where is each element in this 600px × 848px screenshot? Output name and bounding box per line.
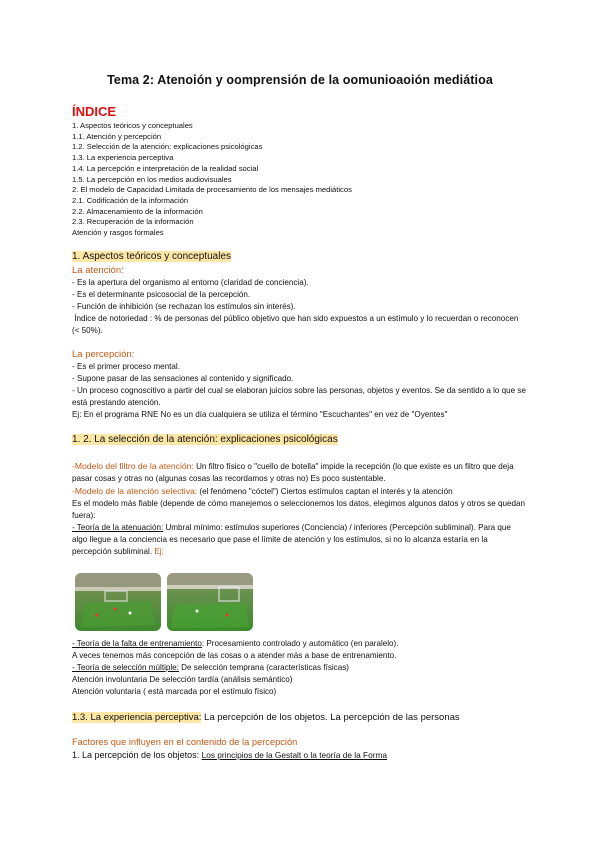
toc-item: 1.1. Atención y percepción [72, 131, 162, 141]
voluntaria-paragraph: Atención voluntaria ( está marcada por el estímulo físico) [72, 687, 277, 696]
selectiva-paragraph [72, 485, 528, 498]
involuntaria-paragraph: Atención involuntaria De selección tardía (análisis semántico) [72, 675, 293, 684]
factores-label: Factores que influyen en el contenido de la percepción [72, 737, 298, 747]
atencion-line-3: - Función de inhibición (se rechazan los estímulos sin interés). [72, 302, 296, 311]
gestalt-link[interactable]: Los principios de la Gestalt o la teoría de la Forma [201, 750, 387, 760]
multiple-paragraph [72, 662, 528, 674]
percepcion-label: La percepción: [72, 349, 135, 360]
percepcion-line-1: - Es el primer proceso mental. [72, 362, 180, 371]
atenuacion-label: - Teoría de la atenuación: [72, 523, 164, 532]
section-1-2-heading-text: 1. 2. La selección de la atención: explicaciones psicológicas [72, 434, 338, 445]
multiple-label: - Teoría de selección múltiple: [72, 663, 179, 672]
section-1-2-heading [72, 434, 338, 445]
entrenamiento-paragraph [72, 638, 528, 650]
toc-item: 2.2. Almacenamiento de la información [72, 206, 203, 216]
section-1-3-heading-rest: La percepción de los objetos. La percepción de las personas [201, 712, 460, 723]
toc-item: 1. Aspectos teóricos y conceptuales [72, 121, 193, 130]
percepcion-line-4: Ej: En el programa RNE No es un día cualquiera se utiliza el término "Escuchantes" en vez de "Oyentes" [72, 410, 448, 419]
notoriedad-label: Índice de notoriedad : [74, 314, 153, 323]
objetos-label: 1. La percepción de los objetos: [72, 750, 202, 760]
section-1-3-heading [72, 712, 460, 723]
filtro-paragraph [72, 460, 528, 485]
ej-label: Ej: [152, 547, 164, 556]
entrenamiento-text: : Procesamiento controlado y automático (en paralelo). [201, 639, 399, 648]
toc-item: Atención y rasgos formales [72, 228, 164, 238]
stadium-photo-1 [75, 573, 161, 631]
index-heading: ÍNDICE [72, 104, 117, 119]
percepcion-list [72, 361, 528, 421]
atenuacion-text: Umbral mínimo: estímulos superiores (Conciencia) / inferiores (Percepción subliminal). Para que algo llegue a la conciencia es necesario que pase el límite de atención y los estímulos, si no lo alcanza estaría en la percepción subliminal. [72, 523, 511, 556]
multiple-text: De selección temprana (características físicas) [178, 663, 349, 672]
atenuacion-paragraph [72, 522, 528, 558]
stadium-photo-2 [167, 573, 253, 631]
selectiva-label: -Modelo de la atención selectiva: [72, 486, 198, 496]
percepcion-line-3: - Un proceso cognoscitivo a partir del cual se elaboran juicios sobre las personas, objetos y eventos. Se da sentido a lo que se está prestando atención. [72, 386, 526, 407]
entrenamiento-label: - Teoría de la falta de entrenamiento [72, 639, 202, 648]
toc-item: 2.3. Recuperación de la información [72, 217, 194, 227]
notoriedad-text: % de personas del público objetivo que han sido expuestos a un estímulo y lo recuerdan o reconocen (< 50%). [72, 314, 519, 335]
section-1-3-heading-text: 1.3. La experiencia perceptiva: [72, 712, 202, 723]
section-1-heading [72, 251, 231, 262]
document-title: Tema 2: Atenoión y oomprensión de la oomunioaoión mediátioa [107, 73, 493, 87]
objetos-line [72, 750, 387, 760]
aveces-paragraph: A veces tenemos más concepción de las cosas o a atender más a base de entrenamiento. [72, 651, 397, 660]
toc-item: 1.4. La percepción e interpretación de la realidad social [72, 163, 259, 173]
filtro-text: Un filtro físico o "cuello de botella" impide la recepción (lo que existe es un filtro que deja pasar cosas y otras no (algunas cosas las recordamos y otras no) Es poco sustentable. [72, 462, 514, 483]
section-1-2-body-2 [72, 638, 528, 698]
atencion-label: La atención: [72, 265, 124, 276]
notoriedad-paragraph [72, 313, 528, 337]
filtro-label: -Modelo del filtro de la atención: [72, 461, 194, 471]
atencion-list [72, 277, 528, 337]
fiable-paragraph: Es el modelo más fiable (depende de cómo manejemos o seleccionemos los datos, elegimos algunos datos y otros se quedan fuera): [72, 499, 526, 520]
toc-item: 1.3. La experiencia perceptiva [72, 153, 174, 163]
section-1-heading-text: 1. Aspectos teóricos y conceptuales [72, 251, 231, 262]
toc-item: 2. El modelo de Capacidad Limitada de procesamiento de los mensajes mediáticos [72, 185, 352, 195]
toc-item: 2.1. Codificación de la información [72, 195, 189, 205]
atencion-line-1: - Es la apertura del organismo al entorno (claridad de conciencia). [72, 278, 309, 287]
section-1-2-body [72, 460, 528, 558]
toc-item: 1.2. Selección de la atención: explicaciones psicológicas [72, 142, 263, 152]
selectiva-text: (el fenómeno "cóctel") Ciertos estímulos captan el interés y la atención [197, 487, 453, 496]
toc-item: 1.5. La percepción en los medios audiovisuales [72, 174, 232, 184]
atencion-line-2: - Es el determinante psicosocial de la percepción. [72, 290, 251, 299]
table-of-contents [72, 121, 542, 239]
percepcion-line-2: - Supone pasar de las sensaciones al contenido y significado. [72, 374, 294, 383]
